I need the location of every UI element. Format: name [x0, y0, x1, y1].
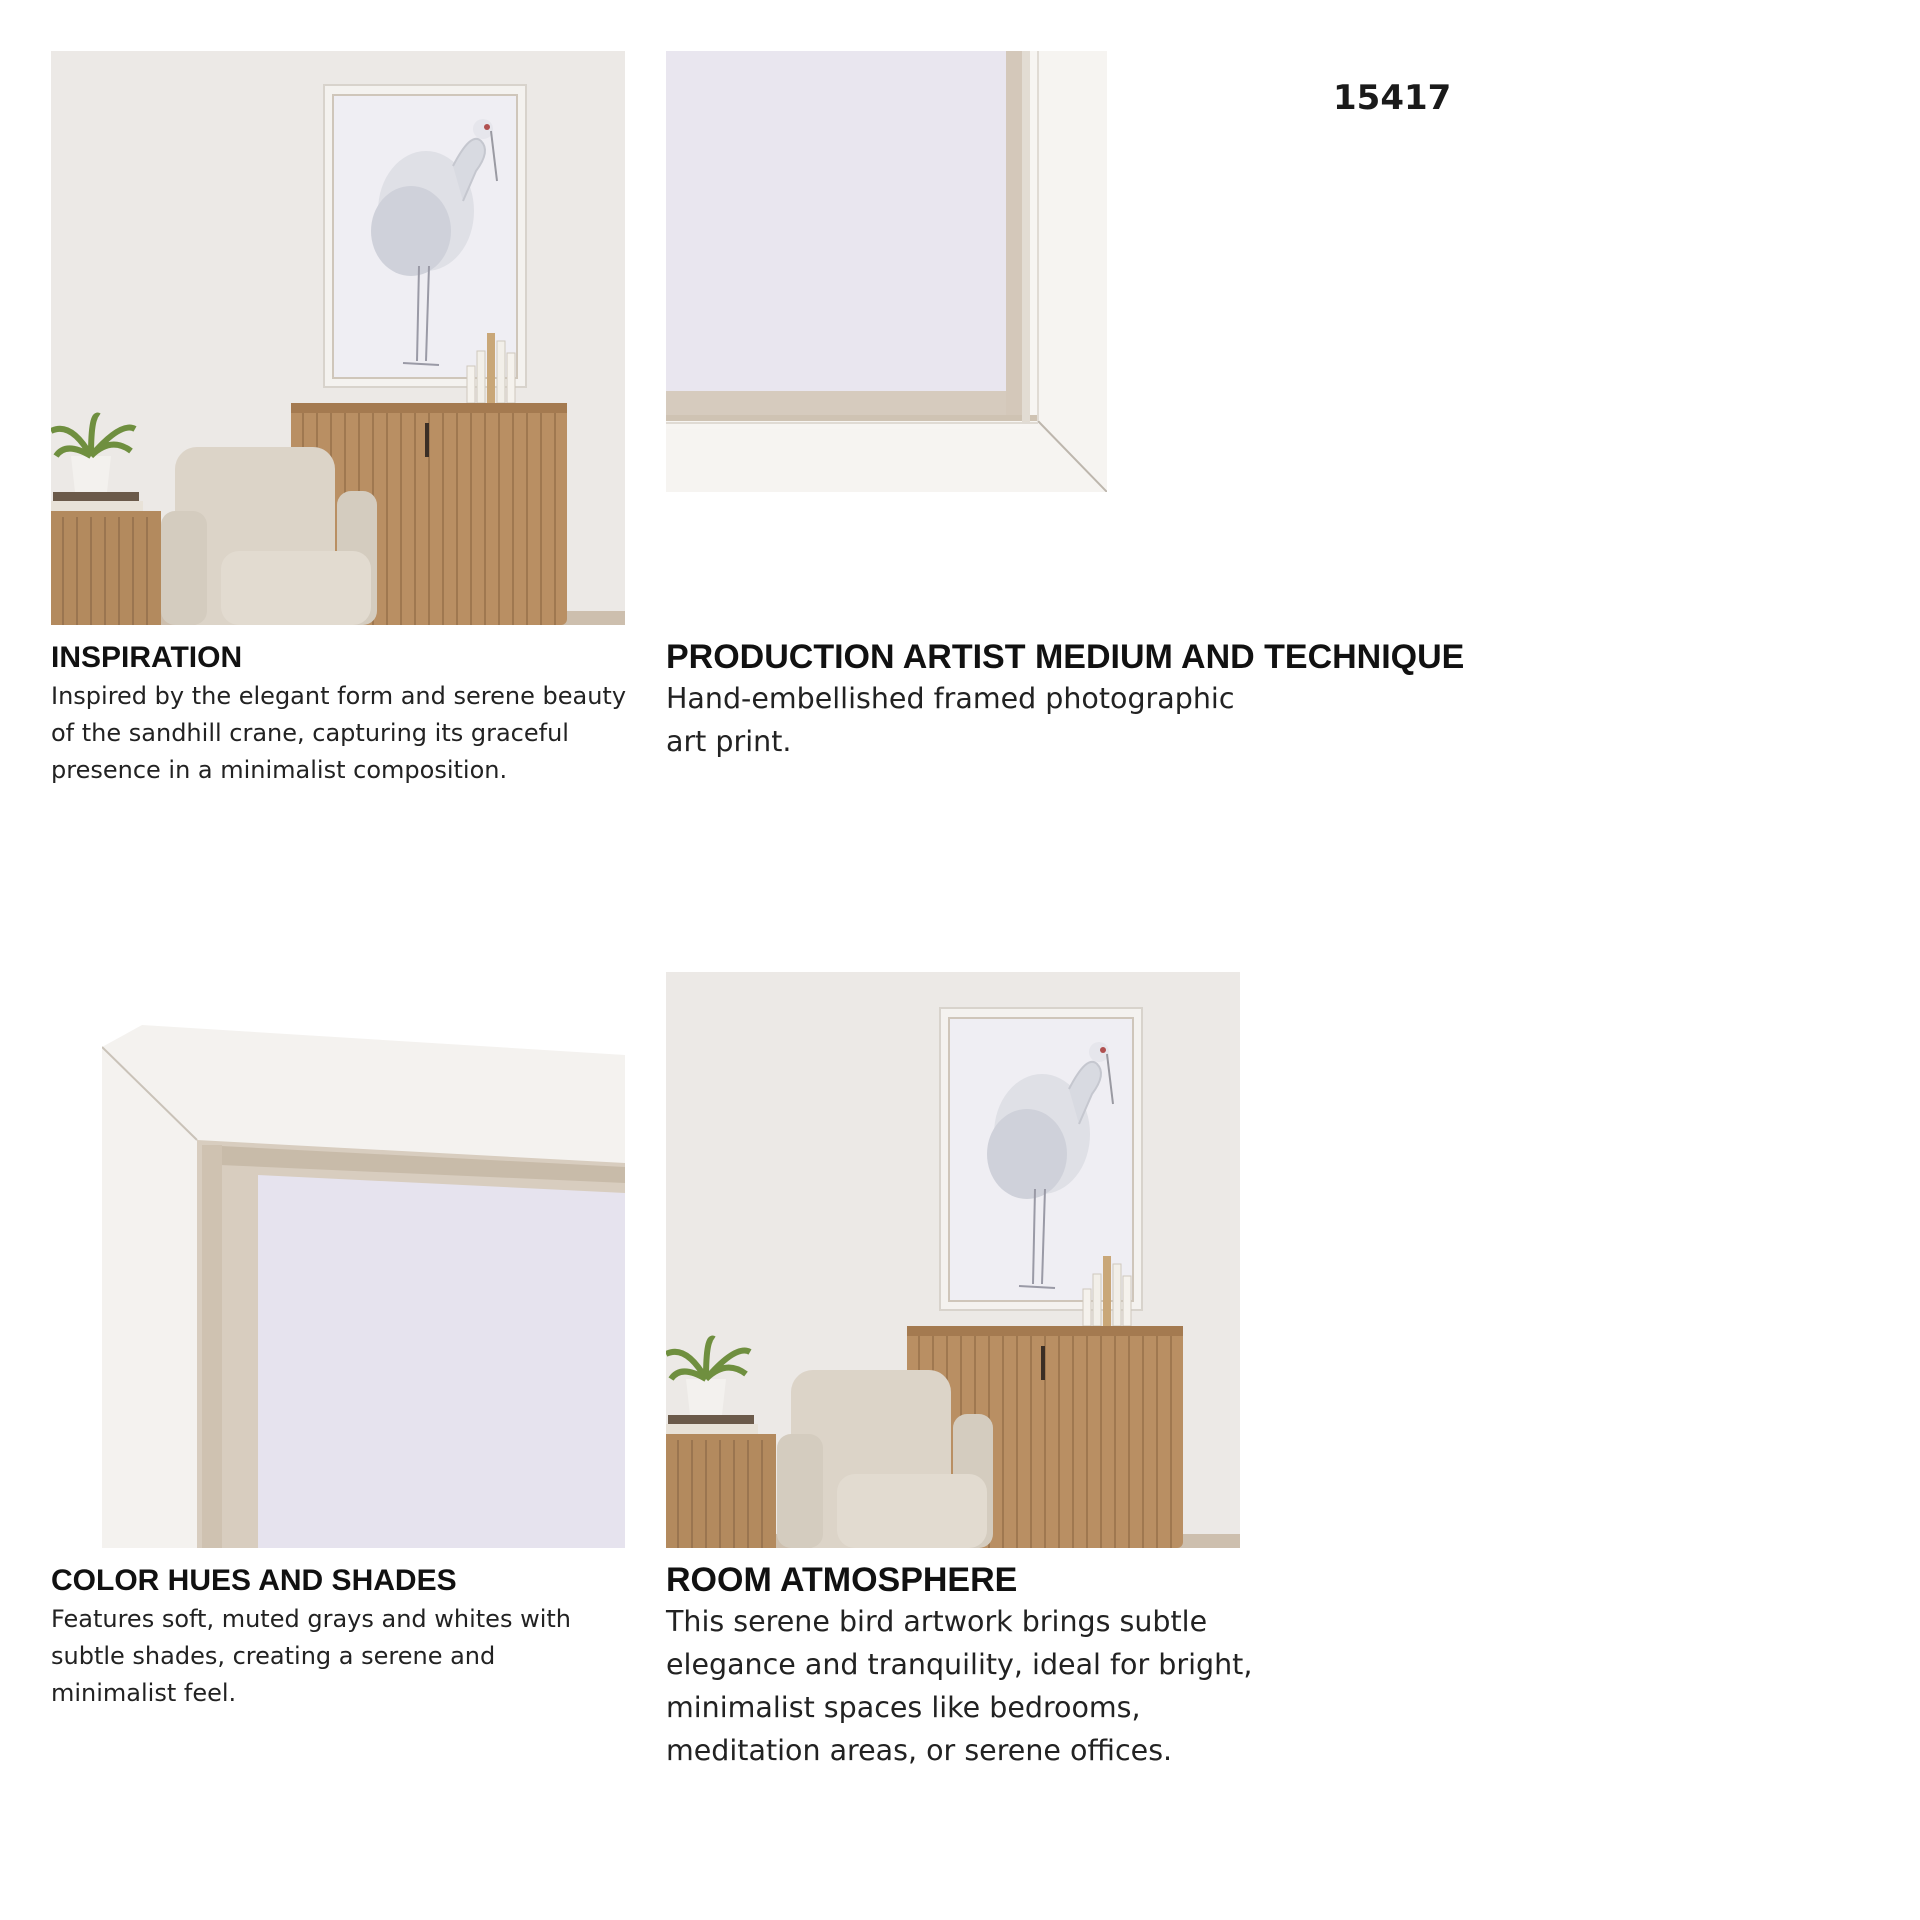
frame-angle-closeup-image	[102, 1025, 625, 1548]
room-scene-image	[51, 51, 625, 625]
room-atmosphere-title: ROOM ATMOSPHERE	[666, 1561, 1018, 1599]
inspiration-title: INSPIRATION	[51, 641, 243, 674]
frame-corner-illustration	[666, 51, 1107, 492]
frame-corner-closeup-image	[666, 51, 1107, 492]
production-title: PRODUCTION ARTIST MEDIUM AND TECHNIQUE	[666, 638, 1465, 676]
production-body: Hand-embellished framed photographic art print.	[666, 682, 1235, 758]
inspiration-body: Inspired by the elegant form and serene beauty of the sandhill crane, capturing its graceful presence in a minimalist composition.	[51, 682, 627, 784]
room-atmosphere-image	[666, 972, 1240, 1548]
color-title: COLOR HUES AND SHADES	[51, 1564, 457, 1597]
color-body: Features soft, muted grays and whites with subtle shades, creating a serene and minimalist feel.	[51, 1605, 571, 1707]
frame-angle-illustration	[102, 1025, 625, 1548]
room-scene-illustration	[51, 51, 625, 625]
product-code: 15417	[1333, 78, 1452, 118]
room-atmosphere-body: This serene bird artwork brings subtle elegance and tranquility, ideal for bright, minimalist spaces like bedrooms, meditation areas, or serene offices.	[666, 1605, 1253, 1767]
room-atmosphere-illustration	[666, 972, 1240, 1548]
